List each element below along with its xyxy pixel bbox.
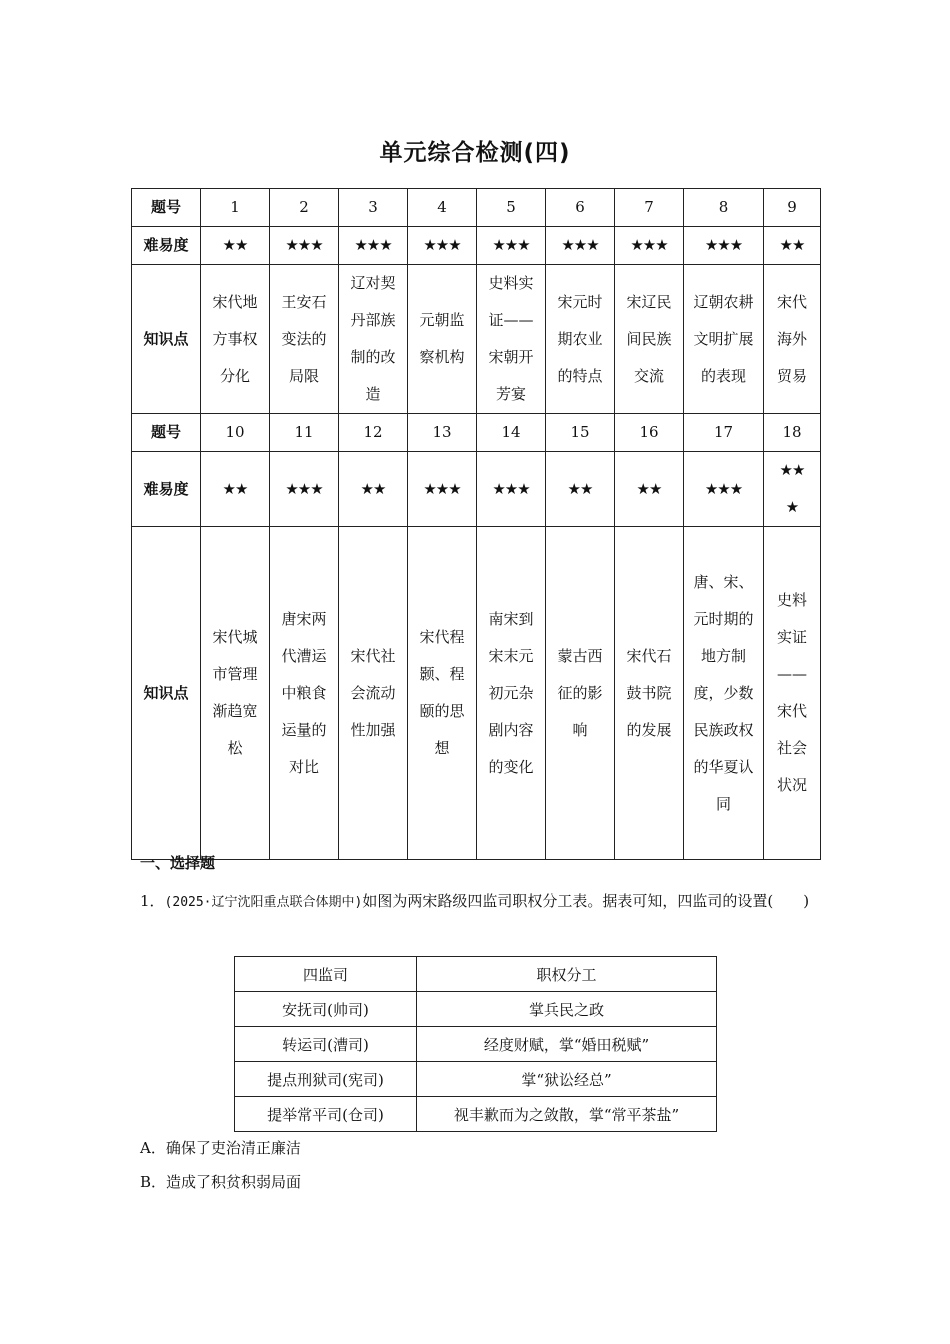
- question-number: 8: [684, 189, 764, 227]
- table-row: [235, 1027, 717, 1062]
- question-number: 9: [764, 189, 821, 227]
- knowledge-point: 宋代地方事权分化: [201, 265, 270, 414]
- question-number-label: 1．: [140, 892, 165, 910]
- knowledge-point: 唐、宋、元时期的地方制度，少数民族政权的华夏认同: [684, 527, 764, 860]
- question-number: 18: [764, 414, 821, 452]
- question-number: 7: [615, 189, 684, 227]
- knowledge-point: 宋代社会流动性加强: [339, 527, 408, 860]
- question-text: 如图为两宋路级四监司职权分工表。据表可知，四监司的设置( ): [362, 892, 810, 910]
- question-number: 3: [339, 189, 408, 227]
- knowledge-point: 辽对契丹部族制的改造: [339, 265, 408, 414]
- table-cell: 掌“狱讼经总”: [417, 1062, 717, 1097]
- knowledge-row-2: [132, 527, 821, 860]
- table-row: [235, 992, 717, 1027]
- number-row-2: [132, 414, 821, 452]
- table-cell: 提点刑狱司(宪司): [235, 1062, 417, 1097]
- row-label-number: 题号: [132, 189, 201, 227]
- supervisory-duties-table: [234, 956, 717, 1132]
- knowledge-point: 宋代海外贸易: [764, 265, 821, 414]
- question-number: 10: [201, 414, 270, 452]
- question-number: 5: [477, 189, 546, 227]
- question-stem: [140, 883, 812, 921]
- difficulty-row-1: [132, 227, 821, 265]
- difficulty-stars: ★★: [546, 452, 615, 527]
- difficulty-stars: ★★★: [684, 227, 764, 265]
- difficulty-stars: ★★: [201, 452, 270, 527]
- table-row: [235, 1062, 717, 1097]
- question-number: 2: [270, 189, 339, 227]
- question-number: 13: [408, 414, 477, 452]
- row-label-knowledge: 知识点: [132, 527, 201, 860]
- difficulty-stars: ★★: [615, 452, 684, 527]
- question-number: 15: [546, 414, 615, 452]
- question-number: 14: [477, 414, 546, 452]
- knowledge-row-1: [132, 265, 821, 414]
- section-heading: 一、选择题: [140, 854, 216, 872]
- table-cell: 掌兵民之政: [417, 992, 717, 1027]
- row-label-difficulty: 难易度: [132, 452, 201, 527]
- table-row: [235, 1097, 717, 1132]
- option-text: 确保了吏治清正廉洁: [165, 1139, 301, 1157]
- option-a[interactable]: [140, 1137, 301, 1158]
- knowledge-point: 史料实证——宋代社会状况: [764, 527, 821, 860]
- row-label-number: 题号: [132, 414, 201, 452]
- question-number: 17: [684, 414, 764, 452]
- knowledge-point: 宋代程颢、程颐的思想: [408, 527, 477, 860]
- knowledge-point: 南宋到宋末元初元杂剧内容的变化: [477, 527, 546, 860]
- difficulty-stars: ★★: [764, 227, 821, 265]
- difficulty-stars: ★★★: [615, 227, 684, 265]
- difficulty-stars: ★★★: [270, 452, 339, 527]
- option-key: A．: [140, 1139, 166, 1157]
- table-header-cell: 职权分工: [417, 957, 717, 992]
- table-header-cell: 四监司: [235, 957, 417, 992]
- knowledge-point: 宋代城市管理渐趋宽松: [201, 527, 270, 860]
- question-number: 4: [408, 189, 477, 227]
- difficulty-row-2: [132, 452, 821, 527]
- knowledge-point: 王安石变法的局限: [270, 265, 339, 414]
- table-cell: 转运司(漕司): [235, 1027, 417, 1062]
- difficulty-stars: ★★★: [339, 227, 408, 265]
- knowledge-point: 宋元时期农业的特点: [546, 265, 615, 414]
- row-label-difficulty: 难易度: [132, 227, 201, 265]
- table-cell: 视丰歉而为之敛散，掌“常平茶盐”: [417, 1097, 717, 1132]
- table-cell: 提举常平司(仓司): [235, 1097, 417, 1132]
- table-cell: 安抚司(帅司): [235, 992, 417, 1027]
- difficulty-stars: ★★: [339, 452, 408, 527]
- difficulty-stars: ★★★: [684, 452, 764, 527]
- row-label-knowledge: 知识点: [132, 265, 201, 414]
- question-number: 6: [546, 189, 615, 227]
- number-row-1: [132, 189, 821, 227]
- difficulty-stars: ★★★: [764, 452, 821, 527]
- knowledge-point: 宋代石鼓书院的发展: [615, 527, 684, 860]
- option-key: B．: [140, 1173, 167, 1191]
- question-number: 12: [339, 414, 408, 452]
- difficulty-stars: ★★★: [408, 227, 477, 265]
- knowledge-point: 蒙古西征的影响: [546, 527, 615, 860]
- difficulty-stars: ★★: [201, 227, 270, 265]
- option-b[interactable]: [140, 1171, 301, 1192]
- difficulty-knowledge-table: [131, 188, 821, 860]
- page-title: 单元综合检测(四): [379, 140, 571, 166]
- knowledge-point: 元朝监察机构: [408, 265, 477, 414]
- table-header-row: [235, 957, 717, 992]
- difficulty-stars: ★★★: [270, 227, 339, 265]
- knowledge-point: 史料实证——宋朝开芳宴: [477, 265, 546, 414]
- table-cell: 经度财赋，掌“婚田税赋”: [417, 1027, 717, 1062]
- knowledge-point: 宋辽民间民族交流: [615, 265, 684, 414]
- knowledge-point: 唐宋两代漕运中粮食运量的对比: [270, 527, 339, 860]
- question-number: 11: [270, 414, 339, 452]
- difficulty-stars: ★★★: [477, 227, 546, 265]
- question-number: 16: [615, 414, 684, 452]
- option-text: 造成了积贫积弱局面: [166, 1173, 302, 1191]
- knowledge-point: 辽朝农耕文明扩展的表现: [684, 265, 764, 414]
- question-number: 1: [201, 189, 270, 227]
- question-source: (2025·辽宁沈阳重点联合体期中): [164, 895, 363, 910]
- difficulty-stars: ★★★: [477, 452, 546, 527]
- difficulty-stars: ★★★: [408, 452, 477, 527]
- difficulty-stars: ★★★: [546, 227, 615, 265]
